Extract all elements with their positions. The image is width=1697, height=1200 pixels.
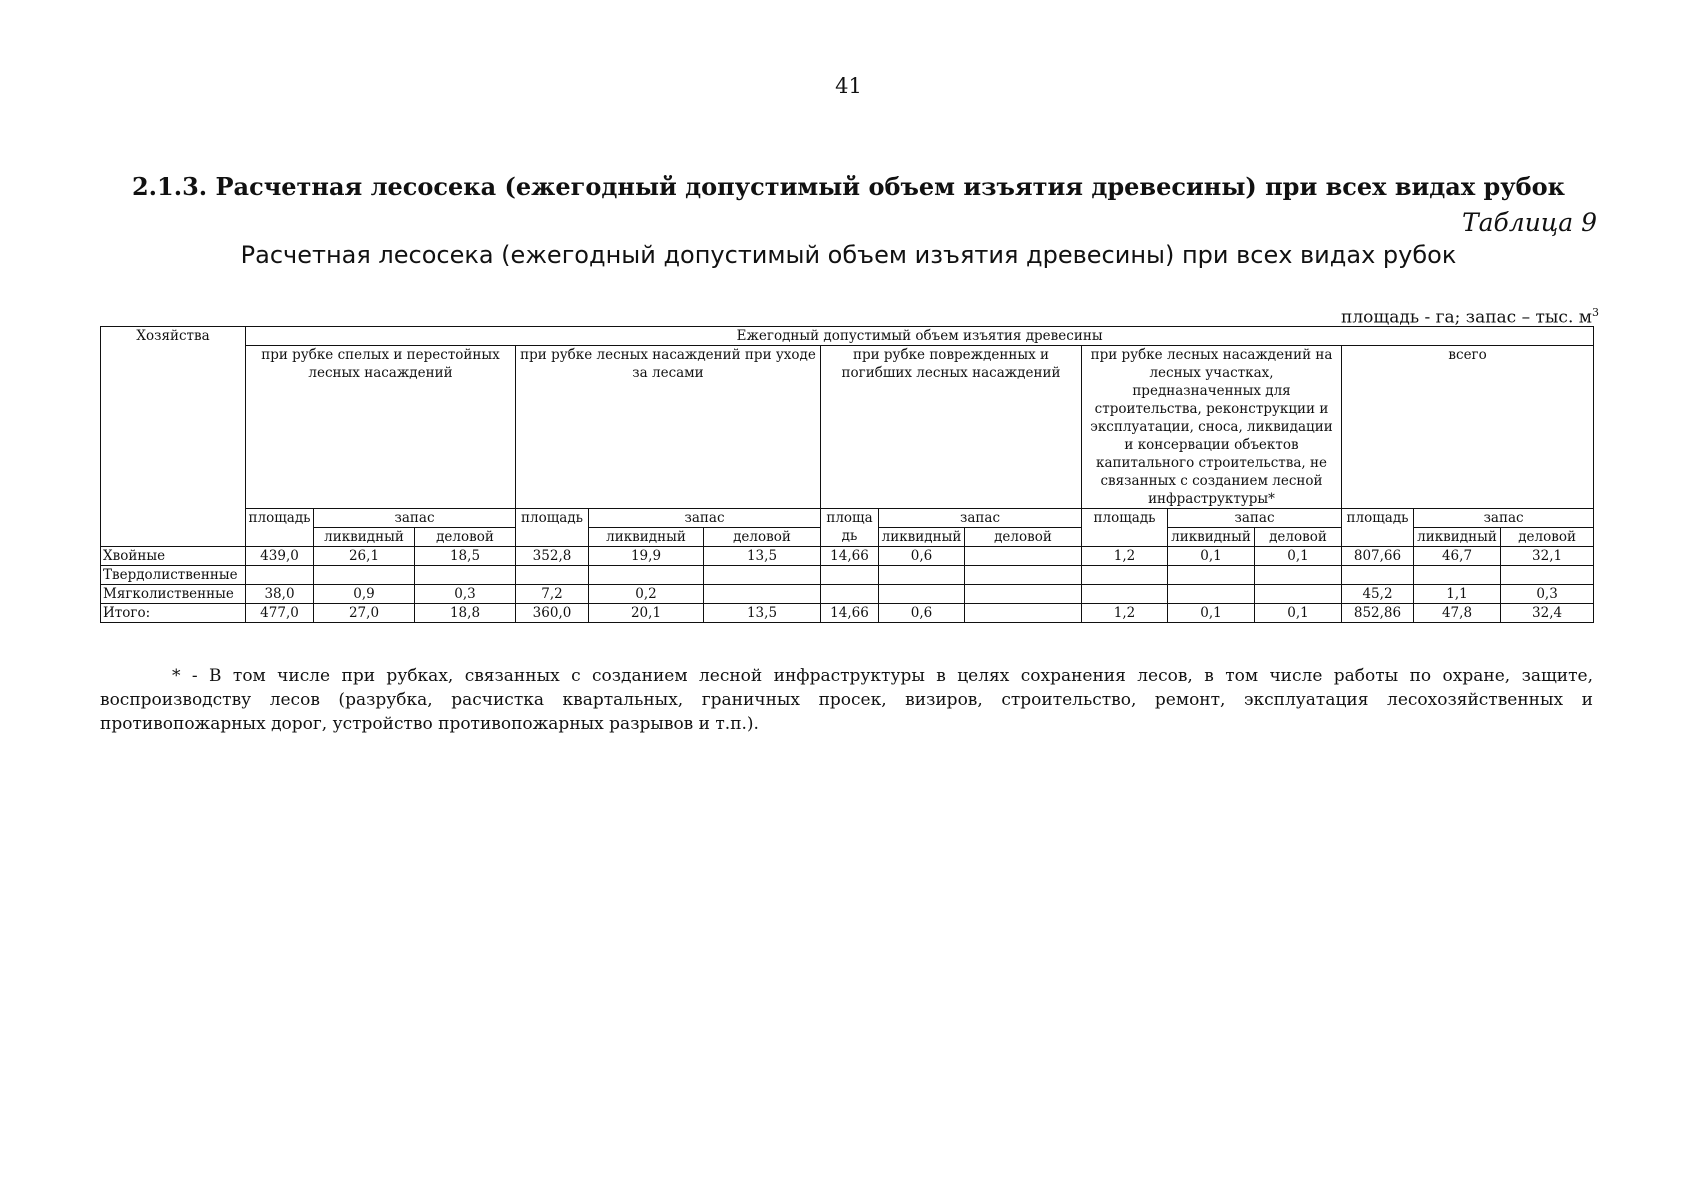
header-area: площадь — [516, 509, 589, 547]
table-row-total — [101, 604, 1594, 623]
header-liquid: ликвидный — [589, 528, 704, 547]
cell: 13,5 — [704, 604, 821, 623]
cell — [965, 604, 1082, 623]
cell: 14,66 — [821, 547, 879, 566]
cell: 0,1 — [1255, 547, 1342, 566]
cell: 1,2 — [1082, 547, 1168, 566]
cell — [415, 566, 516, 585]
units-text: площадь - га; запас – тыс. м — [1341, 307, 1592, 328]
row-name: Твердолиственные — [101, 566, 246, 585]
header-stock: запас — [1414, 509, 1594, 528]
page-number: 41 — [835, 74, 862, 98]
cell — [1082, 566, 1168, 585]
cell: 18,8 — [415, 604, 516, 623]
table-number: Таблица 9 — [1461, 208, 1597, 237]
header-liquid: ликвидный — [1168, 528, 1255, 547]
header-business: деловой — [1501, 528, 1594, 547]
header-liquid: ликвидный — [879, 528, 965, 547]
row-name: Хвойные — [101, 547, 246, 566]
header-area: площадь — [246, 509, 314, 547]
units-note — [1341, 306, 1599, 328]
header-area: площадь — [1342, 509, 1414, 547]
header-farms: Хозяйства — [101, 327, 246, 547]
header-annual-volume: Ежегодный допустимый объем изъятия древесины — [246, 327, 1594, 346]
header-stock: запас — [589, 509, 821, 528]
header-business: деловой — [965, 528, 1082, 547]
cell — [1168, 585, 1255, 604]
cell — [879, 585, 965, 604]
header-stock: запас — [314, 509, 516, 528]
cell — [1255, 585, 1342, 604]
header-business: деловой — [1255, 528, 1342, 547]
cell: 14,66 — [821, 604, 879, 623]
header-group-damaged: при рубке поврежденных и погибших лесных насаждений — [821, 346, 1082, 509]
cell: 26,1 — [314, 547, 415, 566]
cell: 0,9 — [314, 585, 415, 604]
cell: 0,3 — [1501, 585, 1594, 604]
cell: 0,2 — [589, 585, 704, 604]
header-stock: запас — [1168, 509, 1342, 528]
cell: 1,1 — [1414, 585, 1501, 604]
cell: 439,0 — [246, 547, 314, 566]
cell: 0,1 — [1168, 547, 1255, 566]
header-liquid: ликвидный — [314, 528, 415, 547]
cell: 18,5 — [415, 547, 516, 566]
cell — [965, 585, 1082, 604]
cell: 0,6 — [879, 547, 965, 566]
cell: 352,8 — [516, 547, 589, 566]
cell — [965, 566, 1082, 585]
row-name: Итого: — [101, 604, 246, 623]
cell: 45,2 — [1342, 585, 1414, 604]
cell — [516, 566, 589, 585]
cell: 0,1 — [1255, 604, 1342, 623]
cell: 13,5 — [704, 547, 821, 566]
header-group-care: при рубке лесных насаждений при уходе за лесами — [516, 346, 821, 509]
cell — [1501, 566, 1594, 585]
cell — [821, 585, 879, 604]
cell: 47,8 — [1414, 604, 1501, 623]
cell: 32,4 — [1501, 604, 1594, 623]
row-name: Мягколиственные — [101, 585, 246, 604]
cell — [704, 566, 821, 585]
header-business: деловой — [415, 528, 516, 547]
cell: 1,2 — [1082, 604, 1168, 623]
footnote-text: * - В том числе при рубках, связанных с созданием лесной инфраструктуры в целях сохранения лесов, в том числе работы по охране, защите, воспроизводству лесов (разрубка, расчистка квартальных, граничных просек, визиров, строительство, ремонт, эксплуатация лесохозяйственных и противопожарных дорог, устройство противопожарных разрывов и т.п.). — [100, 666, 1593, 734]
cell: 27,0 — [314, 604, 415, 623]
header-group-construction: при рубке лесных насаждений на лесных участках, предназначенных для строительства, реконструкции и эксплуатации, сноса, ликвидации и консервации объектов капитального строительства, не связанных с созданием лесной инфраструктуры* — [1082, 346, 1342, 509]
cell: 20,1 — [589, 604, 704, 623]
cell — [704, 585, 821, 604]
cell: 38,0 — [246, 585, 314, 604]
cell — [821, 566, 879, 585]
cell: 477,0 — [246, 604, 314, 623]
header-group-total: всего — [1342, 346, 1594, 509]
section-heading: 2.1.3. Расчетная лесосека (ежегодный допустимый объем изъятия древесины) при всех видах рубок — [131, 172, 1566, 201]
table-caption: Расчетная лесосека (ежегодный допустимый объем изъятия древесины) при всех видах рубок — [240, 241, 1457, 269]
table-row — [101, 566, 1594, 585]
header-stock: запас — [879, 509, 1082, 528]
cell: 32,1 — [1501, 547, 1594, 566]
units-superscript: 3 — [1592, 306, 1599, 319]
cell — [246, 566, 314, 585]
header-business: деловой — [704, 528, 821, 547]
harvest-table — [100, 326, 1594, 623]
cell — [879, 566, 965, 585]
table-row — [101, 585, 1594, 604]
header-area: площа дь — [821, 509, 879, 547]
cell — [1082, 585, 1168, 604]
cell: 360,0 — [516, 604, 589, 623]
cell: 852,86 — [1342, 604, 1414, 623]
cell: 46,7 — [1414, 547, 1501, 566]
cell: 0,1 — [1168, 604, 1255, 623]
cell: 0,3 — [415, 585, 516, 604]
header-area: площадь — [1082, 509, 1168, 547]
cell — [589, 566, 704, 585]
cell — [965, 547, 1082, 566]
cell: 807,66 — [1342, 547, 1414, 566]
table-row — [101, 547, 1594, 566]
footnote — [100, 664, 1593, 736]
cell — [1168, 566, 1255, 585]
cell: 0,6 — [879, 604, 965, 623]
cell — [1255, 566, 1342, 585]
cell — [1342, 566, 1414, 585]
cell — [314, 566, 415, 585]
header-liquid: ликвидный — [1414, 528, 1501, 547]
cell: 19,9 — [589, 547, 704, 566]
header-group-mature: при рубке спелых и перестойных лесных насаждений — [246, 346, 516, 509]
cell: 7,2 — [516, 585, 589, 604]
cell — [1414, 566, 1501, 585]
